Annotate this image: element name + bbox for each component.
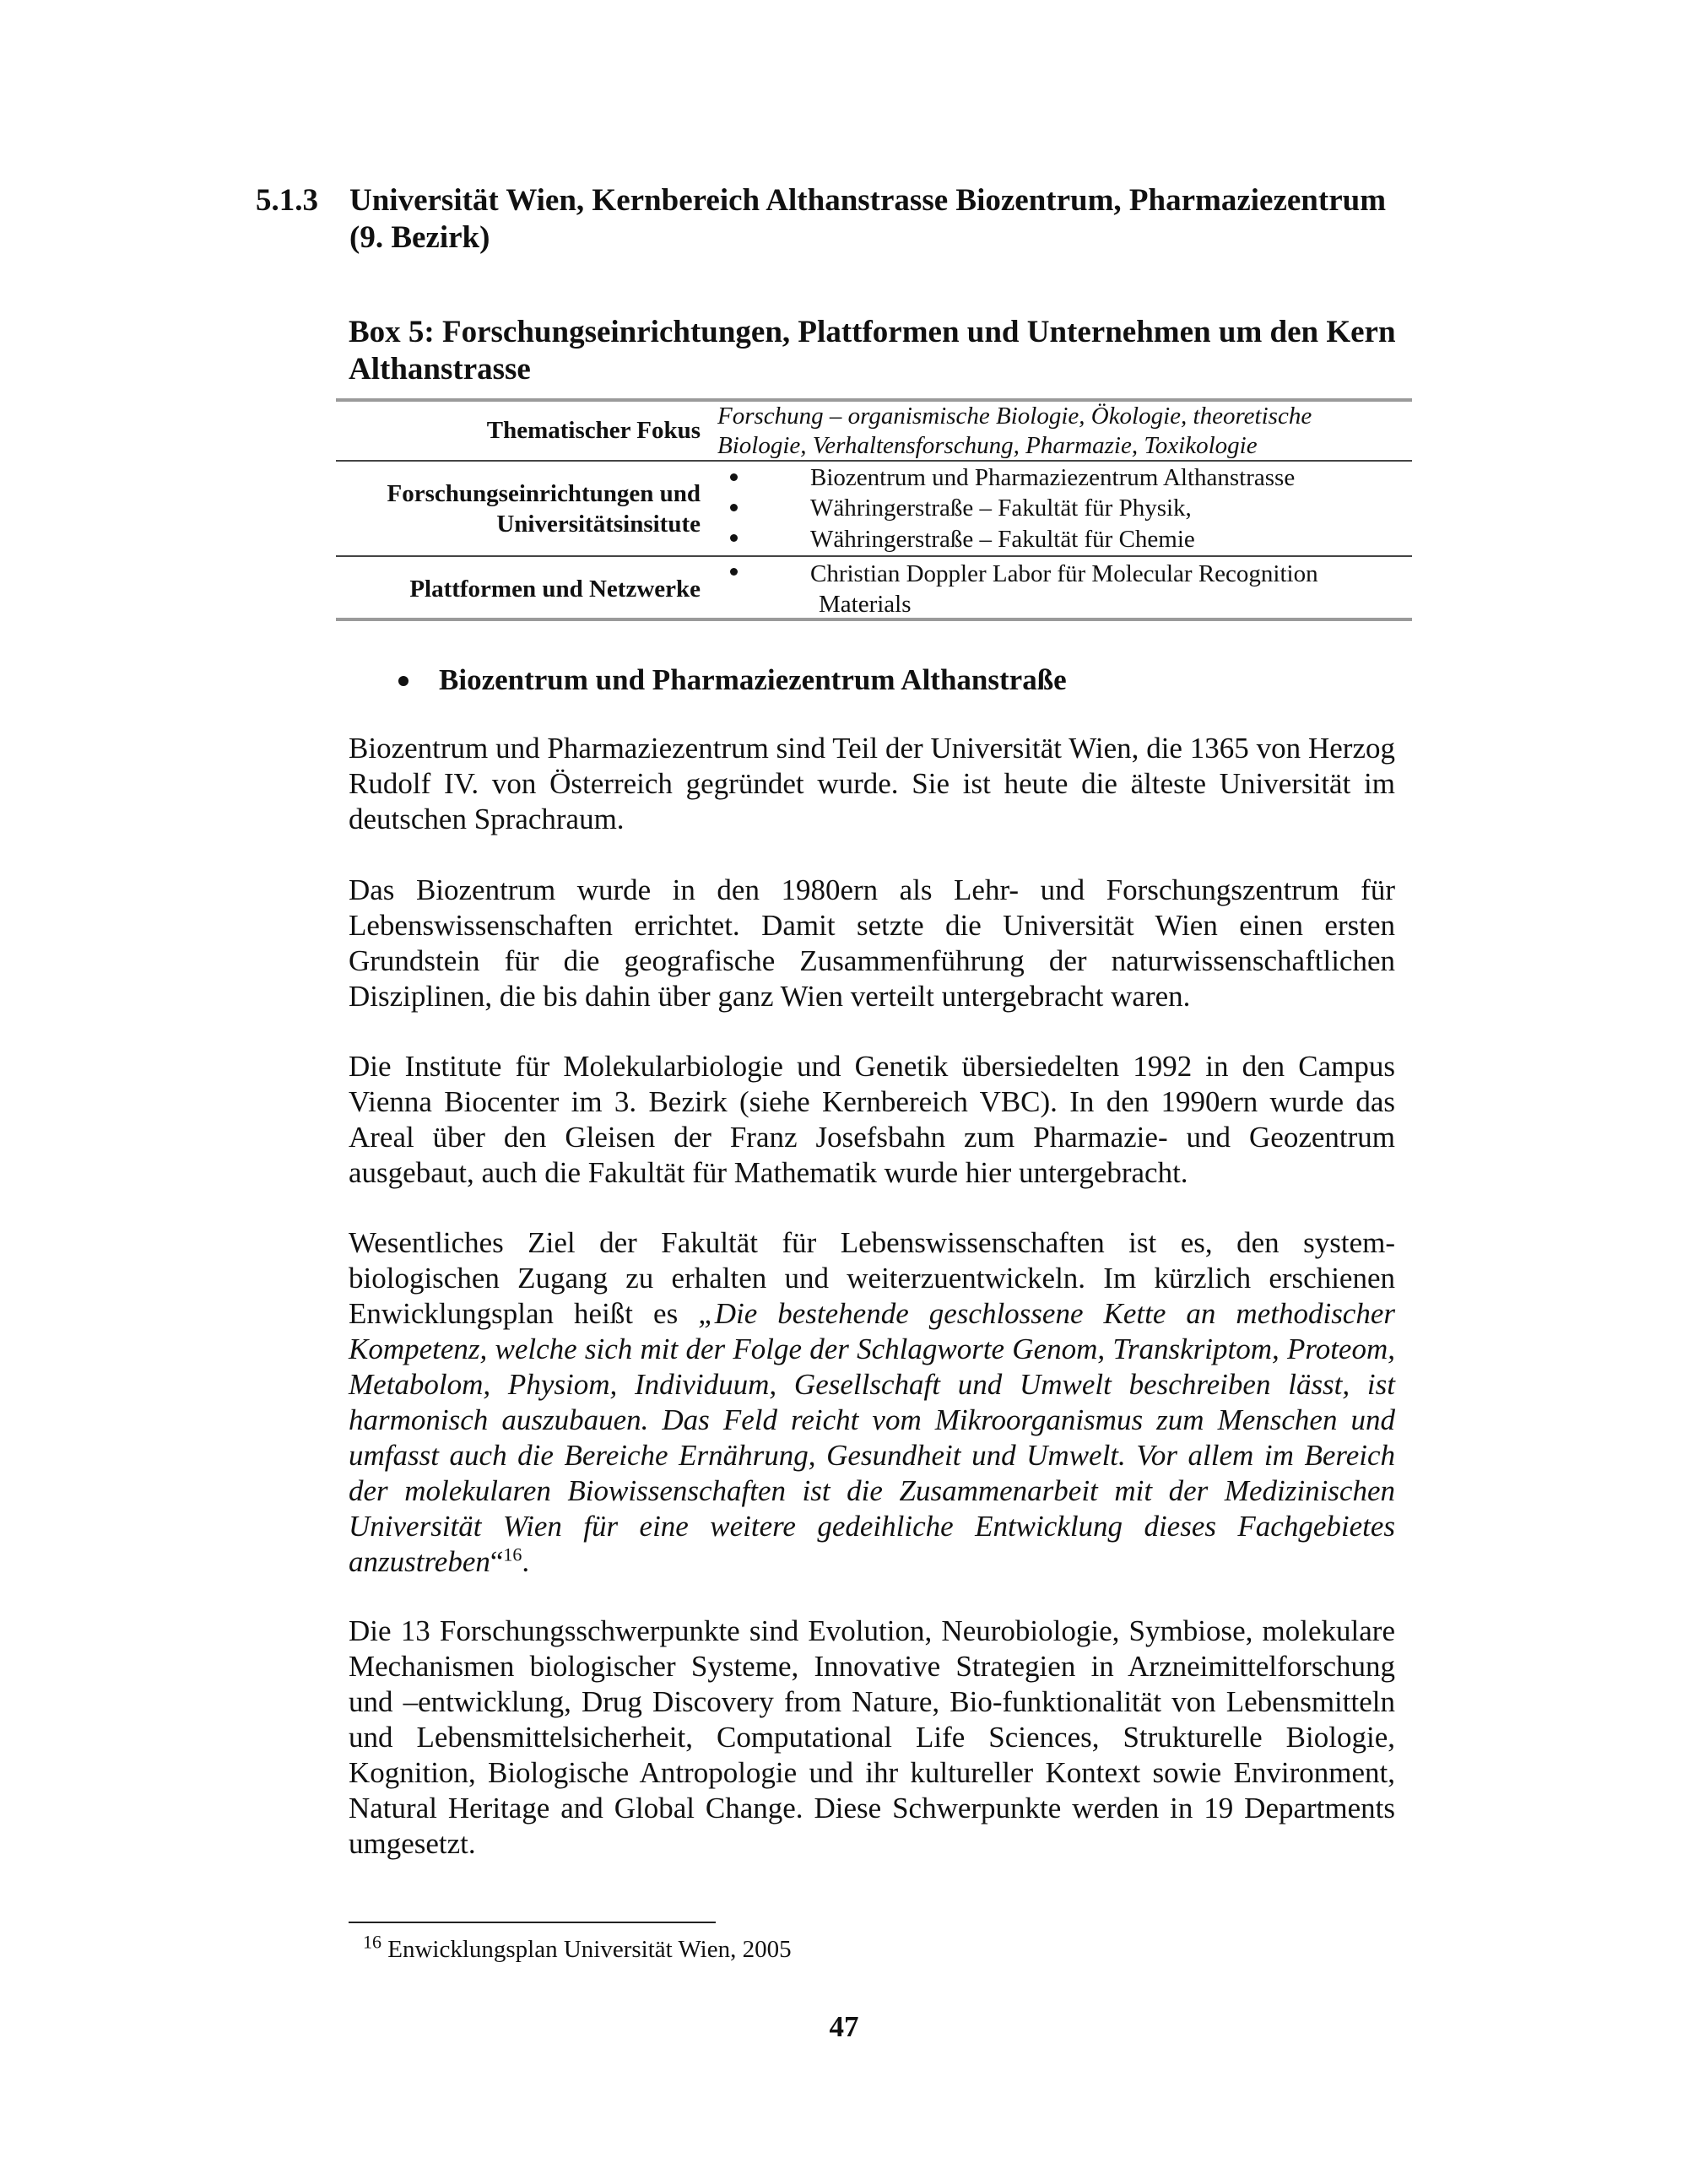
- table-row-label-plattformen: Plattformen und Netzwerke: [409, 576, 701, 603]
- paragraph: Die Institute für Molekularbiologie und Genetik übersiedelten 1992 in den Campus Vienna Biocenter im 3. Bezirk (siehe Kernbereich VBC). In den 1990ern wurde das Areal über den Gleisen der Franz Josefsbahn zum Pharmazie- und Geozentrum ausgebaut, auch die Fakultät für Mathematik wurde hier untergebracht.: [349, 1050, 1395, 1189]
- page-number: 47: [829, 2010, 859, 2043]
- footnote-rule: [349, 1922, 716, 1923]
- table-cell-fokus-line1: Forschung – organismische Biologie, Ökologie, theoretische: [717, 403, 1312, 430]
- footnote-ref: 16: [503, 1543, 522, 1565]
- table-cell-plattformen-line1: Christian Doppler Labor für Molecular Recognition: [810, 560, 1318, 587]
- table-row-label-fokus: Thematischer Fokus: [486, 417, 701, 444]
- table-cell-plattformen-line2: Materials: [819, 591, 912, 618]
- table-row-label-einrichtungen-line1: Forschungseinrichtungen und: [387, 480, 701, 507]
- bullet-icon: [730, 473, 738, 481]
- box-title-line2: Althanstrasse: [349, 352, 531, 387]
- table-list-item: Währingerstraße – Fakultät für Physik,: [810, 495, 1192, 522]
- box-title: [349, 314, 1412, 388]
- paragraph: Biozentrum und Pharmaziezentrum sind Teil der Universität Wien, die 1365 von Herzog Rudolf IV. von Österreich gegründet wurde. Sie ist heute die älteste Universität im deutschen Sprachraum.: [349, 732, 1395, 835]
- section-title-line1: Universität Wien, Kernbereich Althanstrasse Biozentrum, Pharmaziezentrum: [349, 183, 1387, 218]
- table-row-divider: [336, 555, 1412, 557]
- paragraph-quote: [349, 1225, 1395, 1580]
- quote-close: “: [490, 1545, 504, 1578]
- table-cell-fokus-line2: Biologie, Verhaltensforschung, Pharmazie, Toxikologie: [717, 432, 1258, 459]
- footnote-text: Enwicklungsplan Universität Wien, 2005: [381, 1936, 792, 1963]
- paragraph: Die 13 Forschungsschwerpunkte sind Evolution, Neurobiologie, Symbiose, molekulare Mechanismen biologischer Systeme, Innovative Strategien in Arzneimittelforschung und –entwicklung, Drug Discovery from Nature, Bio-funktionalität von Lebensmitteln und Lebensmittelsicherheit, Computational Life Sciences, Strukturelle Biologie, Kognition, Biologische Antropologie und ihr kultureller Kontext sowie Environment, Natural Heritage and Global Change. Diese Schwerpunkte werden in 19 Departments umgesetzt.: [349, 1614, 1395, 1860]
- box-title-line1: Box 5: Forschungseinrichtungen, Plattformen und Unternehmen um den Kern: [349, 315, 1396, 349]
- section-number: 5.1.3: [256, 183, 318, 218]
- table-row-label-einrichtungen-line2: Universitätsinsitute: [496, 511, 701, 538]
- table-list-item: Biozentrum und Pharmaziezentrum Althanstrasse: [810, 464, 1296, 491]
- footnote-number: 16: [363, 1931, 381, 1953]
- section-title-line2: (9. Bezirk): [349, 220, 490, 255]
- paragraph-intro: Wesentliches Ziel der Fakultät für Lebenswissenschaften ist es, den system-biologischen Zugang zu erhalten und weiterzuentwickeln. Im kürzlich erschienen Enwicklungsplan heißt es: [349, 1226, 1395, 1330]
- subheading-text: Biozentrum und Pharmaziezentrum Althanstraße: [439, 663, 1067, 696]
- quote-text: „Die bestehende geschlossene Kette an methodischer Kompetenz, welche sich mit der Folge der Schlagworte Genom, Transkriptom, Proteom, Metabolom, Physiom, Individuum, Gesellschaft und Umwelt beschreiben lässt, ist harmonisch auszubauen. Das Feld reicht vom Mikroorganismus zum Menschen und umfasst auch die Bereiche Ernährung, Gesundheit und Umwelt. Vor allem im Bereich der molekularen Biowissenschaften ist die Zusammenarbeit mit der Medizinischen Universität Wien für eine weitere gedeihliche Entwicklung dieses Fachgebietes anzustreben: [349, 1297, 1396, 1578]
- paragraph: Das Biozentrum wurde in den 1980ern als Lehr- und Forschungszentrum für Lebenswissenschaften errichtet. Damit setzte die Universität Wien einen ersten Grundstein für die geografische Zusammenführung der naturwissenschaftlichen Disziplinen, die bis dahin über ganz Wien verteilt untergebracht waren.: [349, 873, 1395, 1013]
- footnote: [363, 1931, 792, 1965]
- paragraph-end: .: [522, 1545, 530, 1578]
- bullet-icon: [730, 534, 738, 542]
- bullet-icon: [730, 568, 738, 576]
- table-list-item: Währingerstraße – Fakultät für Chemie: [810, 526, 1195, 553]
- bullet-icon: [730, 504, 738, 511]
- bullet-icon: [398, 676, 408, 686]
